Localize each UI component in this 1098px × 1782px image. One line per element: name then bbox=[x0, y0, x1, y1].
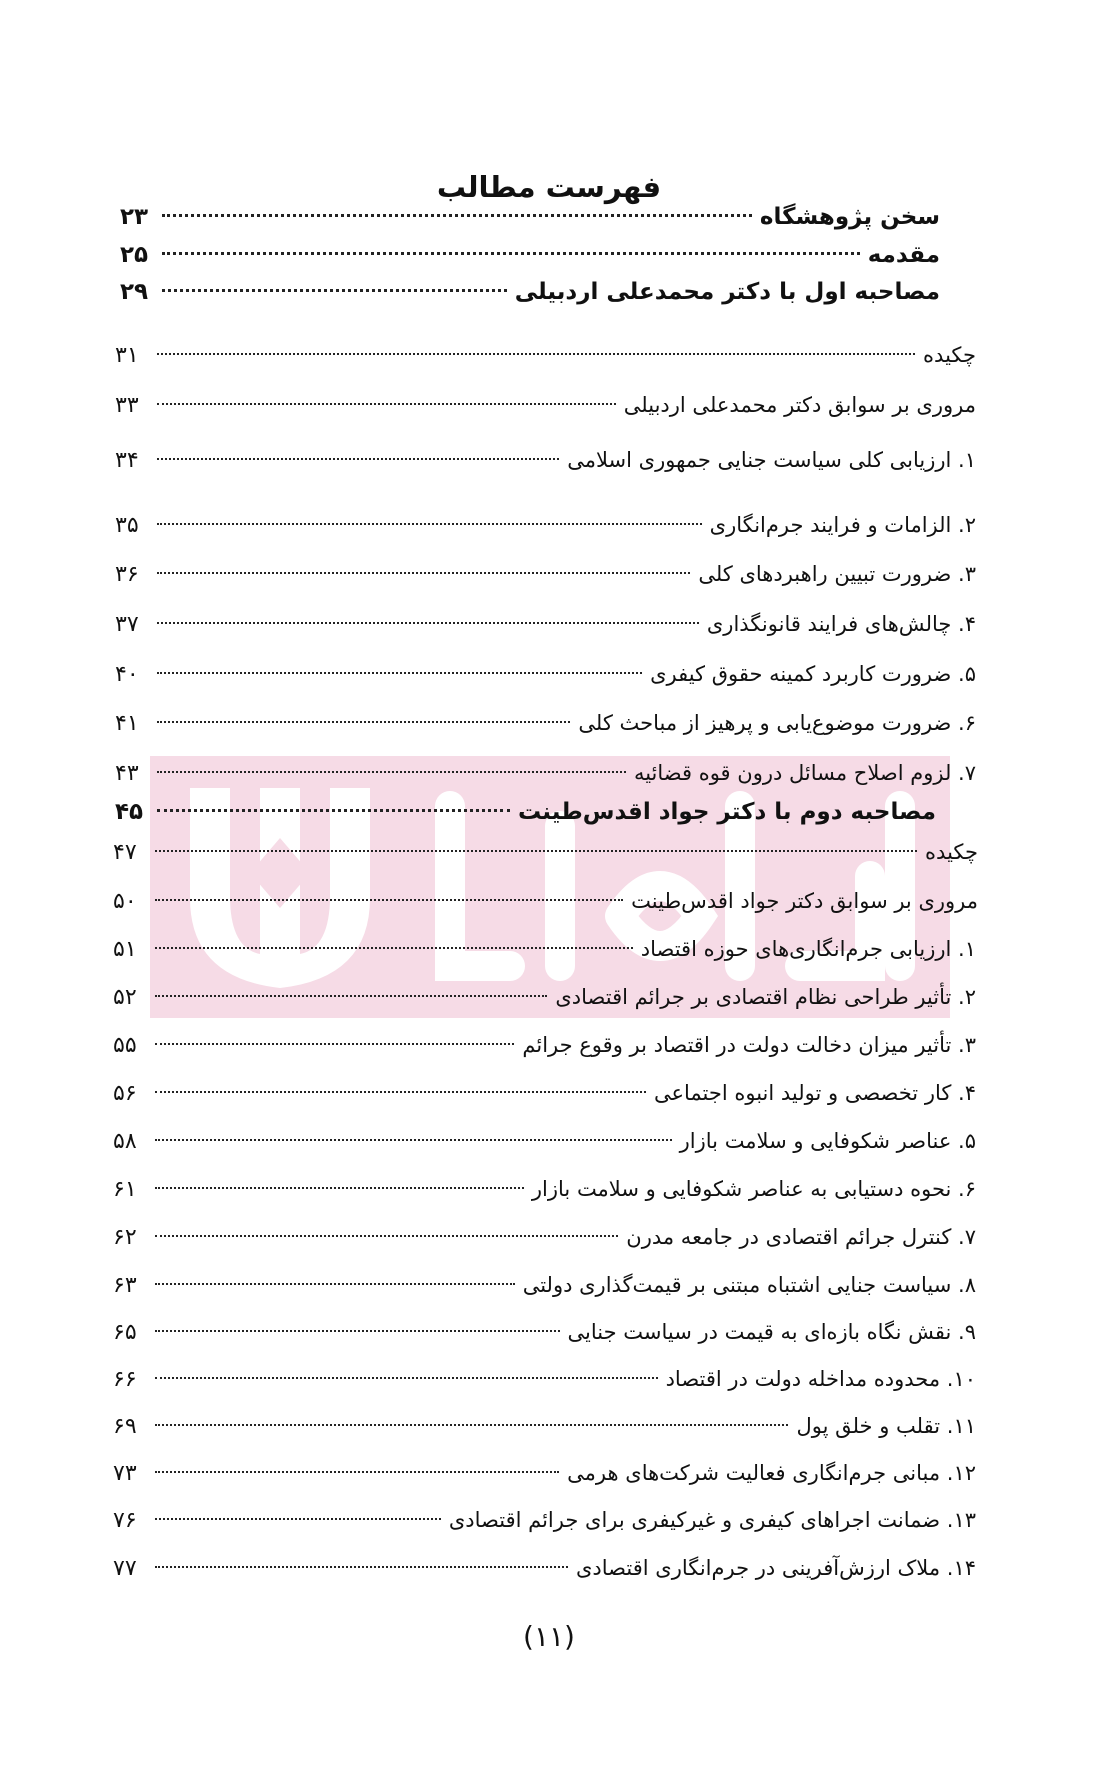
toc-entry-page: ۷۶ bbox=[113, 1508, 137, 1533]
toc-entry-label: ۹. نقش نگاه بازه‌ای به قیمت در سیاست جنایی bbox=[567, 1320, 976, 1344]
toc-entry[interactable] bbox=[115, 508, 976, 542]
toc-entry[interactable] bbox=[113, 1315, 976, 1349]
toc-entry-label: ۶. ضرورت موضوع‌یابی و پرهیز از مباحث کلی bbox=[578, 711, 976, 735]
toc-entry-label: ۲. تأثیر طراحی نظام اقتصادی بر جرائم اقتصادی bbox=[555, 985, 976, 1009]
toc-entry-label: ۵. عناصر شکوفایی و سلامت بازار bbox=[679, 1129, 976, 1153]
toc-entry[interactable] bbox=[113, 1362, 976, 1396]
toc-entry-label: ۱۳. ضمانت اجراهای کیفری و غیرکیفری برای جرائم اقتصادی bbox=[448, 1508, 976, 1532]
toc-entry[interactable] bbox=[113, 1268, 976, 1302]
toc-entry[interactable] bbox=[115, 756, 976, 790]
toc-entry-label: ۱۲. مبانی جرم‌انگاری فعالیت شرکت‌های هرمی bbox=[567, 1461, 976, 1485]
toc-entry[interactable] bbox=[115, 657, 976, 691]
dot-leader bbox=[155, 899, 623, 901]
toc-entry-label: ۱. ارزیابی جرم‌انگاری‌های حوزه اقتصاد bbox=[640, 937, 976, 961]
dot-leader bbox=[155, 1424, 788, 1426]
dot-leader bbox=[162, 252, 860, 255]
toc-entry-page: ۵۰ bbox=[113, 889, 137, 914]
toc-entry-page: ۵۵ bbox=[113, 1033, 137, 1058]
toc-entry-page: ۵۸ bbox=[113, 1129, 137, 1154]
toc-entry[interactable] bbox=[113, 1551, 976, 1585]
dot-leader bbox=[157, 523, 702, 525]
toc-entry-page: ۴۳ bbox=[115, 761, 139, 786]
toc-entry[interactable] bbox=[113, 1124, 976, 1158]
toc-entry-page: ۳۴ bbox=[115, 448, 139, 473]
toc-entry-label: ۳. ضرورت تبیین راهبردهای کلی bbox=[698, 562, 976, 586]
toc-entry-label: مروری بر سوابق دکتر محمدعلی اردبیلی bbox=[623, 393, 976, 417]
toc-entry-page: ۳۳ bbox=[115, 393, 139, 418]
toc-entry-page: ۴۷ bbox=[113, 840, 137, 865]
toc-entry[interactable] bbox=[113, 1172, 976, 1206]
toc-entry-page: ۶۵ bbox=[113, 1320, 137, 1345]
toc-entry-label: مصاحبه اول با دکتر محمدعلی اردبیلی bbox=[514, 279, 940, 305]
toc-entry[interactable] bbox=[120, 275, 940, 309]
dot-leader bbox=[157, 672, 642, 674]
toc-entry-label: مصاحبه دوم با دکتر جواد اقدس‌طینت bbox=[517, 799, 936, 825]
dot-leader bbox=[155, 995, 547, 997]
dot-leader bbox=[162, 214, 752, 217]
dot-leader bbox=[155, 1235, 618, 1237]
toc-entry-page: ۵۶ bbox=[113, 1081, 137, 1106]
toc-entry[interactable] bbox=[113, 932, 976, 966]
toc-entry[interactable] bbox=[113, 835, 978, 869]
toc-title: فهرست مطالب bbox=[436, 170, 662, 204]
toc-entry[interactable] bbox=[115, 706, 976, 740]
toc-entry[interactable] bbox=[113, 1456, 976, 1490]
toc-entry-page: ۴۵ bbox=[115, 799, 144, 825]
toc-entry-page: ۶۹ bbox=[113, 1414, 137, 1439]
toc-entry[interactable] bbox=[113, 884, 978, 918]
toc-entry[interactable] bbox=[115, 795, 936, 829]
dot-leader bbox=[155, 1471, 559, 1473]
toc-entry[interactable] bbox=[113, 1503, 976, 1537]
toc-entry-page: ۳۶ bbox=[115, 562, 139, 587]
toc-entry-page: ۶۶ bbox=[113, 1367, 137, 1392]
toc-entry-page: ۶۲ bbox=[113, 1225, 137, 1250]
toc-entry-page: ۳۷ bbox=[115, 612, 139, 637]
toc-entry-label: ۷. لزوم اصلاح مسائل درون قوه قضائیه bbox=[633, 761, 976, 785]
dot-leader bbox=[157, 458, 559, 460]
dot-leader bbox=[157, 721, 570, 723]
toc-entry-page: ۲۳ bbox=[120, 204, 149, 230]
toc-entry-label: چکیده bbox=[923, 343, 976, 367]
toc-entry-page: ۷۷ bbox=[113, 1556, 137, 1581]
dot-leader bbox=[157, 403, 616, 405]
toc-entry[interactable] bbox=[115, 388, 976, 422]
toc-entry-page: ۳۱ bbox=[115, 343, 139, 368]
toc-entry[interactable] bbox=[113, 980, 976, 1014]
dot-leader bbox=[155, 1377, 658, 1379]
toc-entry[interactable] bbox=[113, 1409, 976, 1443]
toc-entry[interactable] bbox=[115, 607, 976, 641]
toc-entry-label: ۴. چالش‌های فرایند قانونگذاری bbox=[706, 612, 976, 636]
toc-entry[interactable] bbox=[120, 200, 940, 234]
toc-entry-page: ۵۱ bbox=[113, 937, 137, 962]
toc-entry[interactable] bbox=[115, 443, 976, 477]
toc-entry-page: ۶۱ bbox=[113, 1177, 137, 1202]
toc-entry-page: ۵۲ bbox=[113, 985, 137, 1010]
dot-leader bbox=[155, 1566, 568, 1568]
dot-leader bbox=[157, 572, 690, 574]
dot-leader bbox=[155, 947, 633, 949]
toc-entry-label: چکیده bbox=[925, 840, 978, 864]
toc-entry[interactable] bbox=[115, 557, 976, 591]
toc-entry[interactable] bbox=[115, 338, 976, 372]
toc-entry-label: مقدمه bbox=[867, 242, 940, 268]
toc-entry-label: ۱. ارزیابی کلی سیاست جنایی جمهوری اسلامی bbox=[567, 448, 976, 472]
dot-leader bbox=[155, 1518, 441, 1520]
toc-entry[interactable] bbox=[113, 1220, 976, 1254]
toc-entry-page: ۳۵ bbox=[115, 513, 139, 538]
dot-leader bbox=[155, 850, 917, 852]
toc-entry[interactable] bbox=[120, 238, 940, 272]
dot-leader bbox=[155, 1283, 515, 1285]
toc-entry-label: ۷. کنترل جرائم اقتصادی در جامعه مدرن bbox=[626, 1225, 976, 1249]
toc-entry-page: ۶۳ bbox=[113, 1273, 137, 1298]
toc-entry-page: ۴۱ bbox=[115, 711, 139, 736]
toc-entry-label: ۵. ضرورت کاربرد کمینه حقوق کیفری bbox=[650, 662, 976, 686]
toc-entry-label: ۱۰. محدوده مداخله دولت در اقتصاد bbox=[665, 1367, 976, 1391]
dot-leader bbox=[155, 1091, 646, 1093]
toc-entry-label: ۱۴. ملاک ارزش‌آفرینی در جرم‌انگاری اقتصادی bbox=[575, 1556, 976, 1580]
toc-entry[interactable] bbox=[113, 1076, 976, 1110]
dot-leader bbox=[157, 809, 510, 812]
toc-entry-page: ۲۵ bbox=[120, 242, 149, 268]
toc-entry-page: ۷۳ bbox=[113, 1461, 137, 1486]
toc-entry-label: ۴. کار تخصصی و تولید انبوه اجتماعی bbox=[653, 1081, 976, 1105]
toc-entry-label: ۲. الزامات و فرایند جرم‌انگاری bbox=[709, 513, 976, 537]
dot-leader bbox=[155, 1139, 672, 1141]
toc-entry-page: ۴۰ bbox=[115, 662, 139, 687]
dot-leader bbox=[157, 771, 626, 773]
toc-entry-label: ۳. تأثیر میزان دخالت دولت در اقتصاد بر وقوع جرائم bbox=[522, 1033, 976, 1057]
dot-leader bbox=[162, 289, 507, 292]
toc-entry-label: مروری بر سوابق دکتر جواد اقدس‌طینت bbox=[631, 889, 978, 913]
toc-entry-label: ۶. نحوه دستیابی به عناصر شکوفایی و سلامت بازار bbox=[531, 1177, 976, 1201]
toc-entry[interactable] bbox=[113, 1028, 976, 1062]
toc-entry-page: ۲۹ bbox=[120, 279, 149, 305]
dot-leader bbox=[157, 353, 915, 355]
toc-entry-label: ۸. سیاست جنایی اشتباه مبتنی بر قیمت‌گذاری دولتی bbox=[522, 1273, 976, 1297]
dot-leader bbox=[157, 622, 699, 624]
toc-entry-label: سخن پژوهشگاه bbox=[759, 204, 940, 230]
dot-leader bbox=[155, 1187, 524, 1189]
dot-leader bbox=[155, 1043, 514, 1045]
dot-leader bbox=[155, 1330, 560, 1332]
page-number: (۱۱) bbox=[523, 1620, 575, 1653]
toc-entry-label: ۱۱. تقلب و خلق پول bbox=[796, 1414, 976, 1438]
